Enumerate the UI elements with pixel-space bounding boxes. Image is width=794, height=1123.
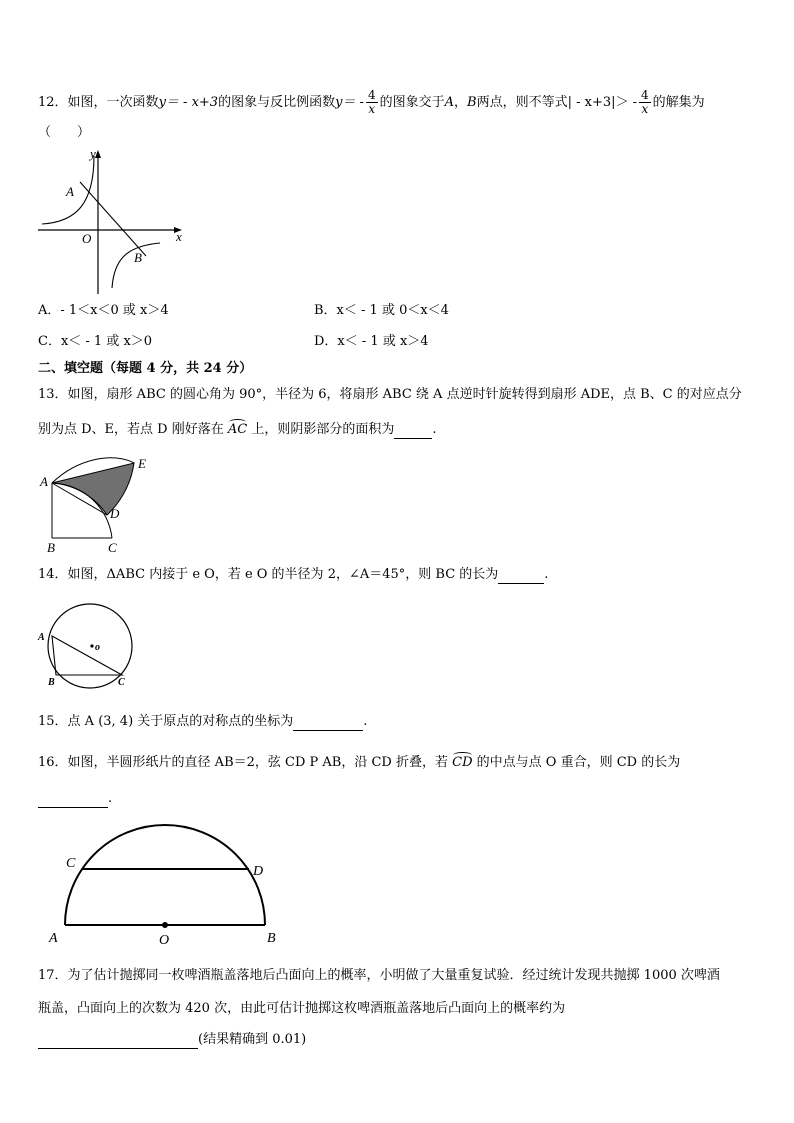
q12-answer-paren: （ ）	[38, 125, 91, 140]
q15-number: 15．	[38, 714, 68, 729]
q13-period: .	[432, 422, 437, 437]
q12-number: 12．	[38, 95, 68, 110]
q17-answer-line	[38, 1031, 306, 1049]
q16-answer-blank[interactable]	[38, 793, 108, 808]
q12-fraction-2-den: x	[641, 102, 649, 116]
q12-inequality: | - x+3|＞ -	[567, 95, 638, 110]
q14-text-1: 如图，ΔABC 内接于 e O，若 e O 的半径为 2，∠A＝45°，则 BC 的长为	[67, 567, 499, 582]
q12-option-a[interactable]: A．- 1＜x＜0 或 x＞4	[38, 303, 169, 318]
q12-text-2: 的图象与反比例函数	[218, 95, 336, 110]
q12-fraction-2-num: 4	[641, 88, 649, 102]
q12-fraction-2	[639, 89, 651, 116]
q15-stem	[38, 713, 367, 731]
q12-option-d[interactable]: D．x＜ - 1 或 x＞4	[314, 334, 429, 349]
q14-center-dot	[90, 644, 93, 647]
q14-period: .	[544, 567, 549, 582]
q12-sep: ，	[454, 95, 468, 110]
q13-text-1: 如图，扇形 ABC 的圆心角为 90°，半径为 6，将扇形 ABC 绕 A 点逆时针旋转得到扇形 ADE，点 B、C 的对应点分	[67, 387, 742, 402]
q16-label-a: A	[49, 931, 58, 946]
q14-label-c: C	[118, 677, 125, 688]
q16-label-d: D	[253, 864, 264, 879]
q12-label-a: A	[66, 184, 74, 199]
q12-y-arrow	[95, 150, 101, 158]
q17-note: (结果精确到 0.01)	[198, 1032, 307, 1047]
q12-label-o: O	[82, 231, 92, 246]
q16-label-o: O	[159, 933, 170, 948]
q17-stem-line-2: 瓶盖，凸面向上的次数为 420 次，由此可估计抛掷这枚啤酒瓶盖落地后凸面向上的概率约为	[38, 1001, 566, 1016]
q16-label-c: C	[66, 856, 76, 871]
q12-fraction-1	[366, 89, 378, 116]
q12-linear-function: y＝ - x+3	[158, 95, 219, 110]
q13-label-a: A	[40, 474, 48, 489]
q14-label-a: A	[38, 632, 45, 643]
q17-stem-line-1	[38, 967, 720, 985]
q13-label-c: C	[108, 540, 117, 555]
q15-answer-blank[interactable]	[293, 716, 363, 731]
q17-answer-blank[interactable]	[38, 1034, 198, 1049]
q12-option-c[interactable]: C．x＜ - 1 或 x＞0	[38, 334, 153, 349]
q12-text-4: 两点，则不等式	[476, 95, 568, 110]
q17-text-1: 为了估计抛掷同一枚啤酒瓶盖落地后凸面向上的概率，小明做了大量重复试验．经过统计发现共抛掷 1000 次啤酒	[67, 968, 720, 983]
q16-arc-cd: CD	[452, 755, 473, 770]
q12-point-a: A	[444, 95, 454, 110]
q16-label-b: B	[267, 931, 276, 946]
q13-stem-line-1	[38, 386, 742, 404]
q16-figure	[46, 815, 286, 947]
q14-answer-blank[interactable]	[498, 569, 544, 584]
q13-label-e: E	[138, 456, 146, 471]
q12-inverse-function: y＝ -	[335, 95, 364, 110]
q12-option-b[interactable]: B．x＜ - 1 或 0＜x＜4	[314, 303, 449, 318]
q13-arc-ac: AC	[227, 422, 248, 437]
q16-number: 16．	[38, 755, 68, 770]
q12-fraction-1-den: x	[368, 102, 376, 116]
q16-period: .	[108, 791, 113, 806]
q14-triangle	[52, 636, 122, 675]
q13-stem-line-2	[38, 421, 437, 439]
q17-number: 17．	[38, 968, 68, 983]
section-title: 二、填空题（每题 4 分，共 24 分）	[38, 361, 253, 376]
q14-label-o: o	[95, 642, 100, 653]
q12-label-y: y	[90, 146, 96, 161]
q15-text-1: 点 A (3, 4) 关于原点的对称点的坐标为	[67, 714, 294, 729]
q13-number: 13．	[38, 387, 68, 402]
q13-label-d: D	[110, 506, 120, 521]
q12-label-b: B	[134, 250, 142, 265]
q12-point-b: B	[467, 95, 477, 110]
q12-text-5: 的解集为	[652, 95, 705, 110]
q13-answer-blank[interactable]	[394, 424, 432, 439]
q12-stem	[38, 89, 705, 116]
q16-text-2: 的中点与点 O 重合，则 CD 的长为	[476, 755, 681, 770]
q12-text-3: 的图象交于	[379, 95, 445, 110]
q16-text-1: 如图，半圆形纸片的直径 AB＝2，弦 CD P AB，沿 CD 折叠，若	[67, 755, 448, 770]
q12-label-x: x	[176, 229, 182, 244]
q14-label-b: B	[48, 677, 55, 688]
q16-stem	[38, 754, 680, 772]
q15-period: .	[363, 714, 368, 729]
q13-figure	[38, 454, 158, 554]
q12-graph	[36, 146, 196, 296]
q12-fraction-1-num: 4	[367, 88, 376, 102]
q13-text-2: 别为点 D、E，若点 D 刚好落在	[38, 422, 224, 437]
q14-stem	[38, 566, 548, 584]
q16-center-dot	[162, 922, 168, 928]
q14-figure	[36, 600, 136, 692]
q16-answer-line	[38, 790, 112, 808]
q16-semicircle	[65, 825, 265, 925]
q12-text-1: 如图，一次函数	[67, 95, 159, 110]
q14-number: 14．	[38, 567, 68, 582]
q13-label-b: B	[47, 540, 55, 555]
q13-text-3: 上，则阴影部分的面积为	[251, 422, 395, 437]
